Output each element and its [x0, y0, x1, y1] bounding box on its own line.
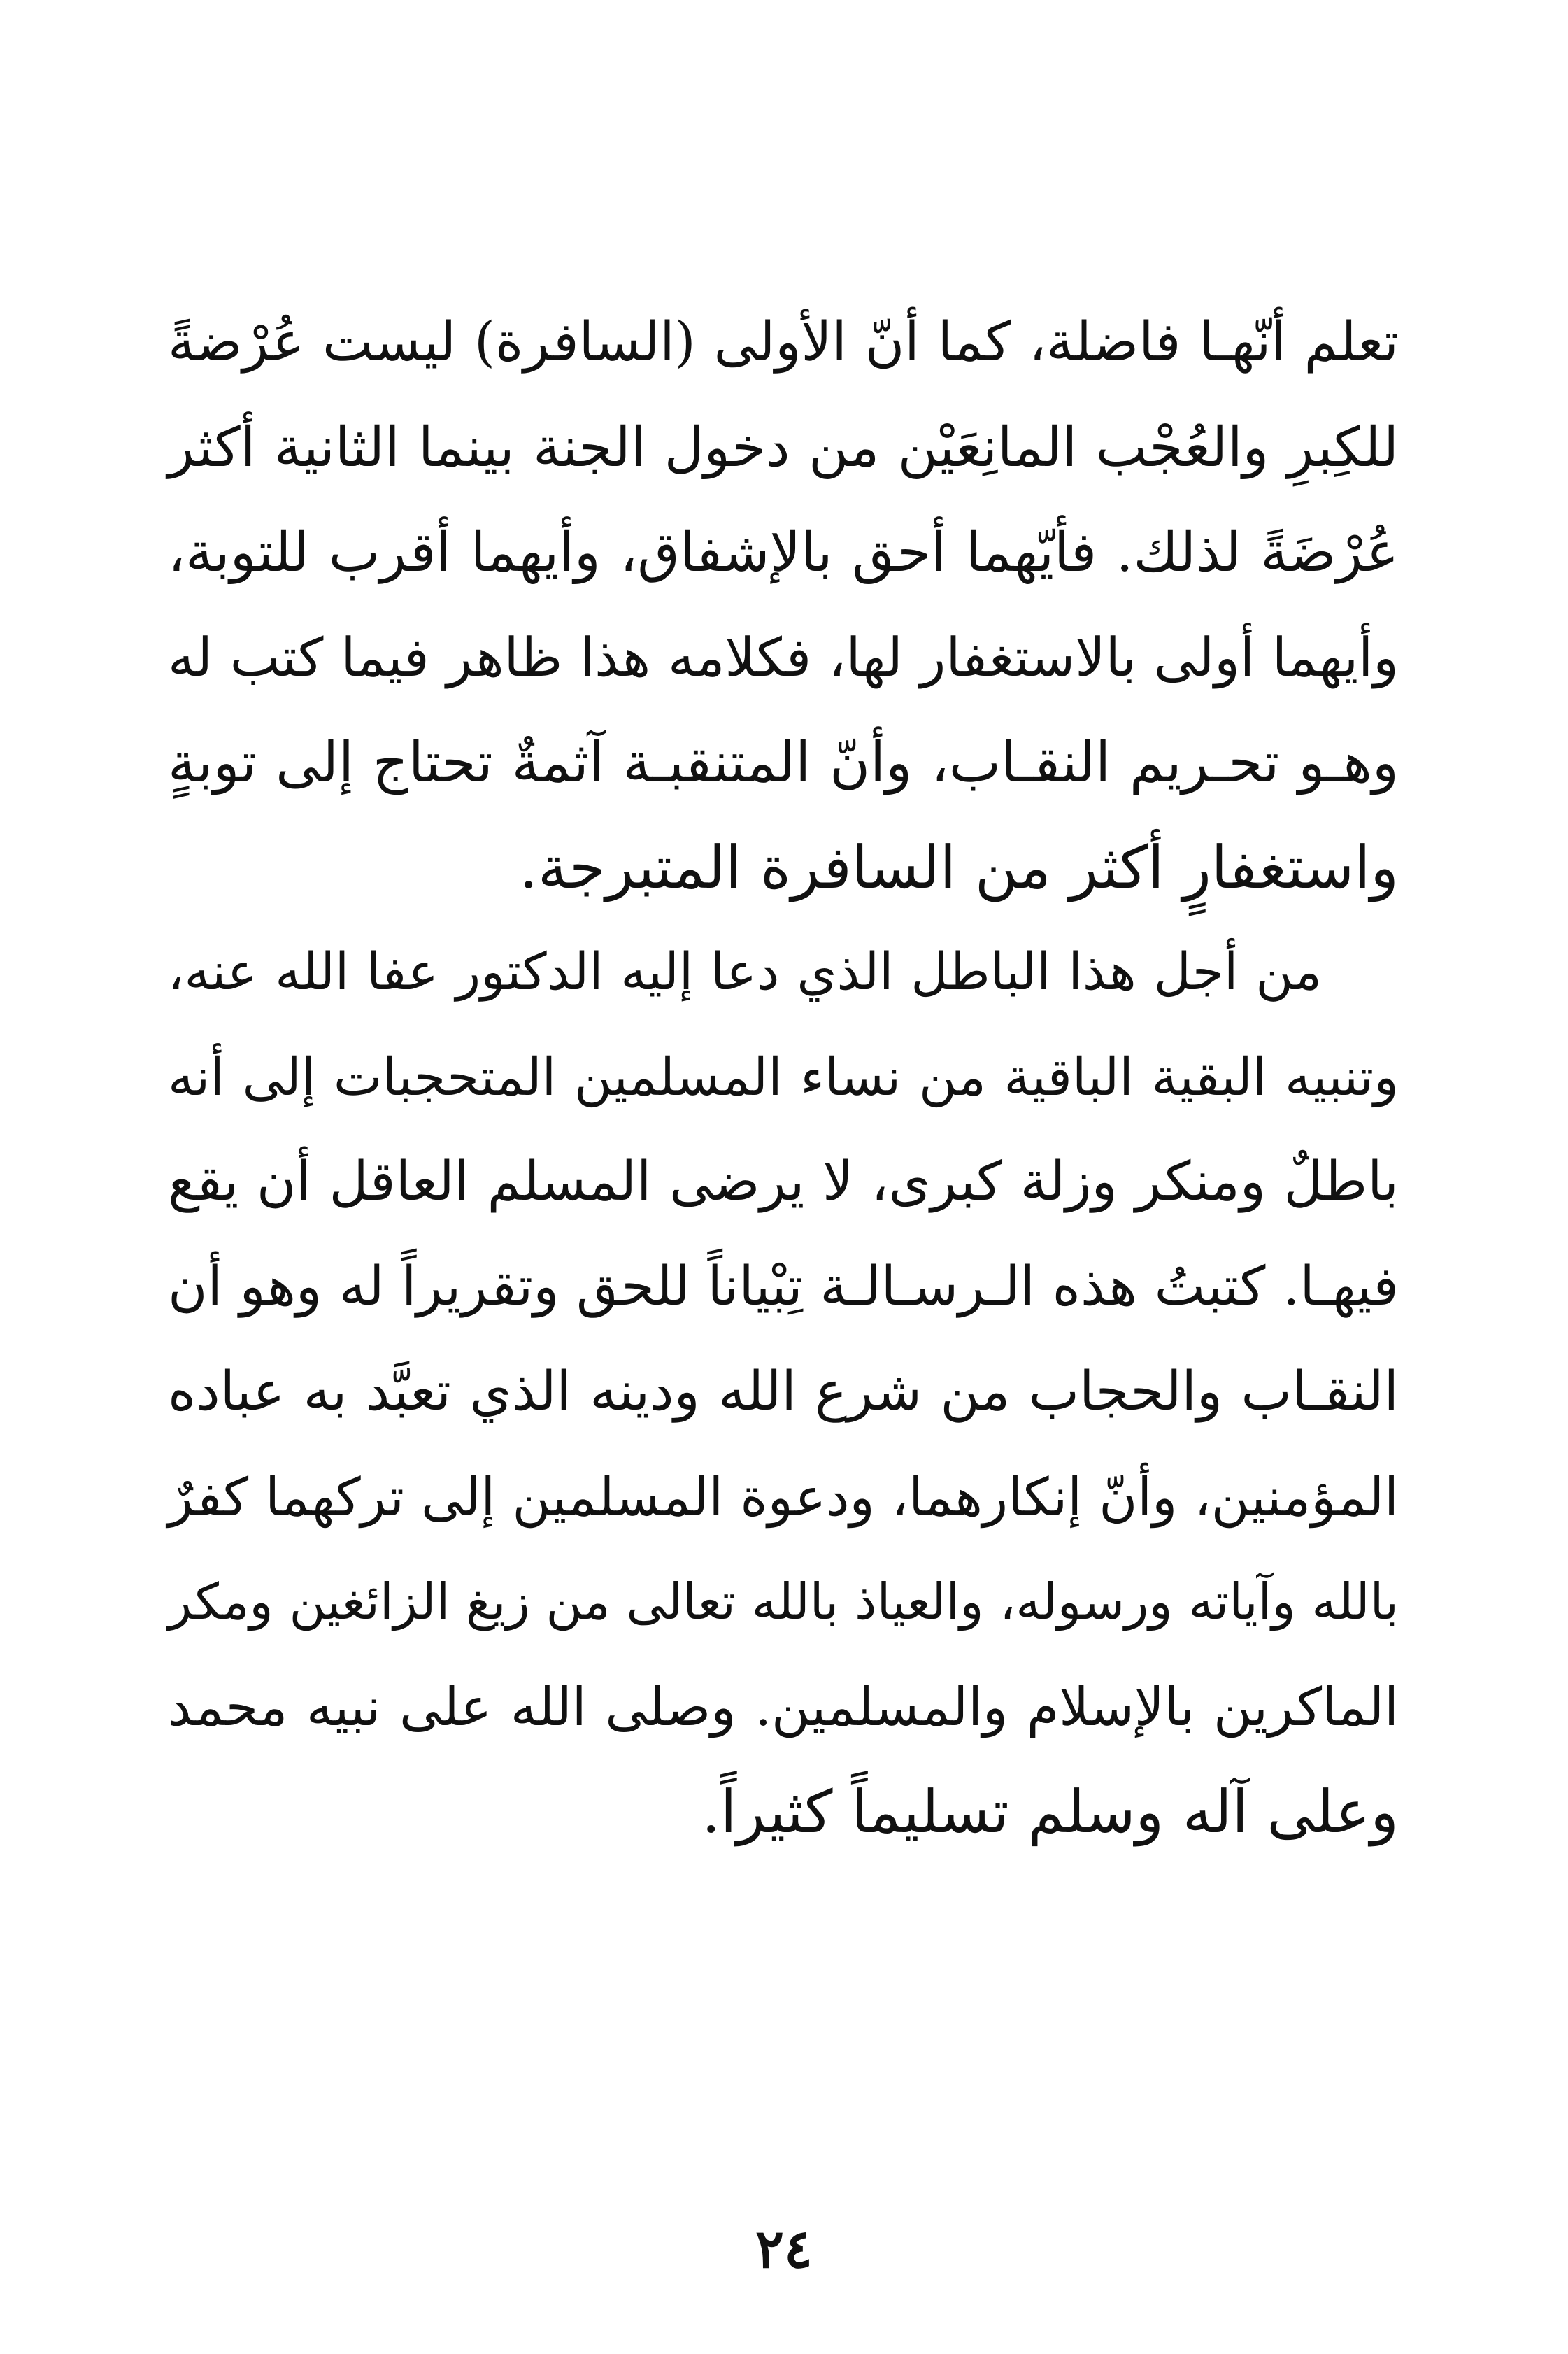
page-number: ٢٤ [755, 2218, 813, 2280]
text-line: باطلٌ ومنكر وزلة كبرى، لا يرضى المسلم العاقل أن يقع [168, 1151, 1399, 1213]
text-line: وأيهما أولى بالاستغفار لها، فكلامه هذا ظاهر فيما كتب له [168, 626, 1399, 688]
text-line: وعلى آله وسلم تسليماً كثيراً. [701, 1778, 1399, 1846]
text-line: تعلم أنّهـا فاضلة، كما أنّ الأولى (السافرة) ليست عُرْضةً [168, 311, 1399, 374]
text-line: النقـاب والحجاب من شرع الله ودينه الذي تعبَّد به عباده [168, 1361, 1399, 1423]
paragraph-1 [168, 290, 1399, 920]
text-line: للكِبرِ والعُجْب المانِعَيْن من دخول الجنة بينما الثانية أكثر [168, 416, 1399, 479]
body-text [168, 290, 1399, 1864]
text-line: من أجل هذا الباطل الذي دعا إليه الدكتور عفا الله عنه، [168, 942, 1322, 1002]
text-line: واستغفارٍ أكثر من السافرة المتبرجة. [519, 833, 1399, 902]
text-line: الماكرين بالإسلام والمسلمين. وصلى الله على نبيه محمد [168, 1676, 1399, 1738]
text-line: فيهـا. كتبتُ هذه الـرسـالـة تِبْياناً للحق وتقريراً له وهو أن [168, 1256, 1399, 1318]
text-line: المؤمنين، وأنّ إنكارهما، ودعوة المسلمين إلى تركهما كفرٌ [168, 1466, 1399, 1528]
text-line: وتنبيه البقية الباقية من نساء المسلمين المتحجبات إلى أنه [168, 1047, 1399, 1107]
text-line: بالله وآياته ورسوله، والعياذ بالله تعالى من زيغ الزائغين ومكر [168, 1573, 1399, 1631]
text-line: وهـو تحـريم النقـاب، وأنّ المتنقبـة آثمةٌ تحتاج إلى توبةٍ [168, 730, 1399, 795]
paragraph-2 [168, 920, 1399, 1864]
text-line: عُرْضَةً لذلك. فأيّهما أحق بالإشفاق، وأيهما أقرب للتوبة، [168, 521, 1399, 584]
